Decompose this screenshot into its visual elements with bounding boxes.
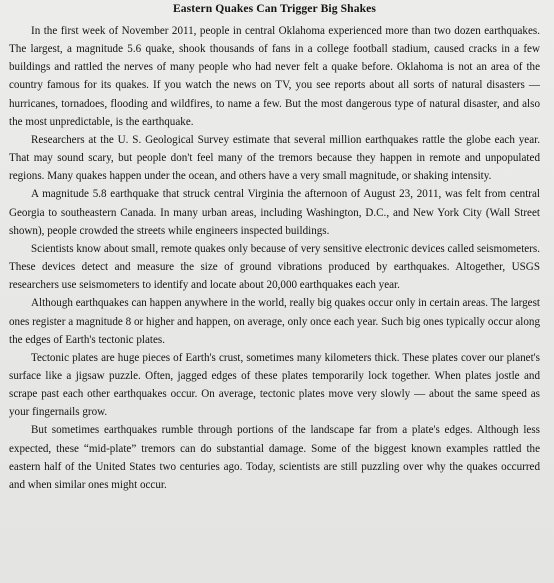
paragraph: Although earthquakes can happen anywhere in the world, really big quakes occur only in certain areas. The largest ones register a magnitude 8 or higher and happen, on average, only once each year. Such big ones typically occur along the edges of Earth's tectonic plates. (9, 297, 540, 346)
paragraph: In the first week of November 2011, people in central Oklahoma experienced more than two dozen earthquakes. The largest, a magnitude 5.6 quake, shook thousands of fans in a college football stadium, caused cracks in a few buildings and rattled the nerves of many people who had never felt a quake before. Oklahoma is not an area of the country famous for its quakes. If you watch the news on TV, you see reports about all sorts of natural disasters —hurricanes, tornadoes, flooding and wildfires, to name a few. But the most dangerous type of natural disaster, and also the most unpredictable, is the earthquake. (9, 25, 540, 128)
paragraph: A magnitude 5.8 earthquake that struck central Virginia the afternoon of August 23, 2011, was felt from central Georgia to southeastern Canada. In many urban areas, including Washington, D.C., and New York City (Wall Street shown), people crowded the streets while engineers inspected buildings. (9, 188, 540, 237)
article-title: Eastern Quakes Can Trigger Big Shakes (172, 2, 377, 15)
paragraph: Scientists know about small, remote quakes only because of very sensitive electronic devices called seismometers. These devices detect and measure the size of ground vibrations produced by earthquakes. Altogether, USGS researchers use seismometers to identify and locate about 20,000 earthquakes each year. (9, 242, 540, 292)
article-body (9, 22, 540, 494)
paragraph: Tectonic plates are huge pieces of Earth's crust, sometimes many kilometers thick. These plates cover our planet's surface like a jigsaw puzzle. Often, jagged edges of these plates temporarily lock together. When plates jostle and scrape past each other earthquakes occur. On average, tectonic plates move very slowly — about the same speed as your fingernails grow. (9, 351, 540, 419)
paragraph: Researchers at the U. S. Geological Survey estimate that several million earthquakes rattle the globe each year. That may sound scary, but people don't feel many of the tremors because they happen in remote and unpopulated regions. Many quakes happen under the ocean, and others have a very small magnitude, or shaking intensity. (9, 133, 540, 183)
paragraph: But sometimes earthquakes rumble through portions of the landscape far from a plate's edges. Although less expected, these “mid-plate” tremors can do substantial damage. Some of the biggest known examples rattled the eastern half of the United States two centuries ago. Today, scientists are still puzzling over why the quakes occurred and when similar ones might occur. (9, 424, 540, 491)
